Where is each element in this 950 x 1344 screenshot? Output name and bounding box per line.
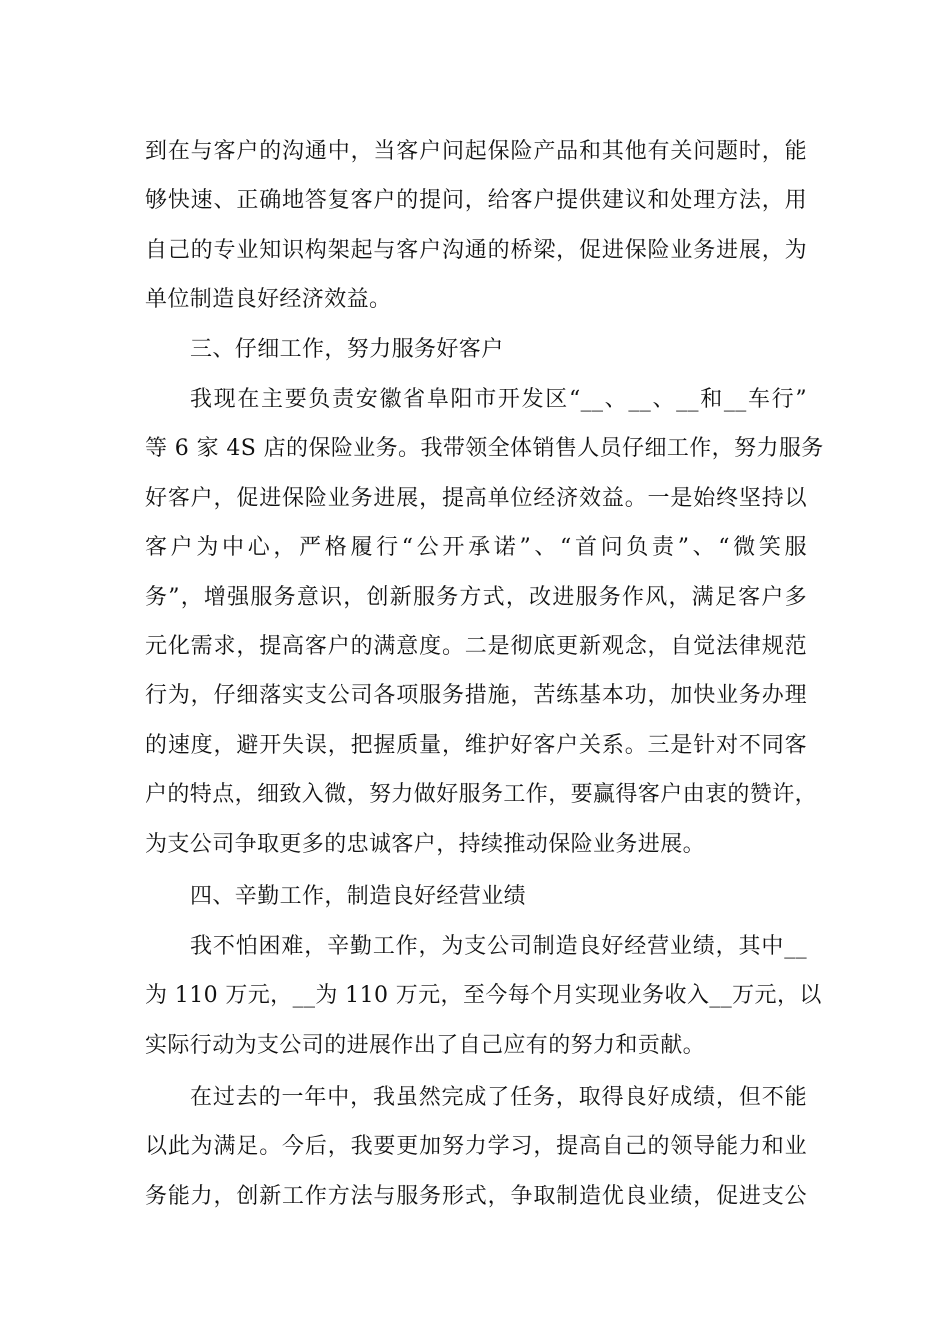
section-heading	[145, 872, 807, 921]
paragraph-line: 我不怕困难，辛勤工作，为支公司制造良好经营业绩，其中__	[190, 934, 807, 959]
paragraph-line: 自己的专业知识构架起与客户沟通的桥梁，促进保险业务进展，为	[145, 237, 807, 263]
paragraph-line: 务”，增强服务意识，创新服务方式，改进服务作风，满足客户多	[145, 584, 807, 610]
paragraph-line: 等 6 家 4S 店的保险业务。我带领全体销售人员仔细工作，努力服务	[145, 436, 824, 462]
paragraph-line: 以此为满足。今后，我要更加努力学习，提高自己的领导能力和业	[145, 1134, 807, 1160]
section-heading-text: 四、辛勤工作，制造良好经营业绩	[190, 884, 527, 909]
paragraph-line: 为支公司争取更多的忠诚客户，持续推动保险业务进展。	[145, 831, 706, 857]
paragraph-line: 的速度，避开失误，把握质量，维护好客户关系。三是针对不同客	[145, 732, 807, 758]
paragraph-line: 单位制造良好经济效益。	[145, 287, 392, 313]
section-heading	[145, 325, 807, 374]
paragraph-line: 实际行动为支公司的进展作出了自己应有的努力和贡献。	[145, 1032, 706, 1058]
body-paragraph	[145, 1073, 807, 1221]
body-paragraph	[145, 127, 807, 325]
paragraph-line: 元化需求，提高客户的满意度。二是彻底更新观念，自觉法律规范	[145, 633, 807, 659]
paragraph-line: 务能力，创新工作方法与服务形式，争取制造优良业绩，促进支公	[145, 1183, 807, 1209]
paragraph-line: 到在与客户的沟通中，当客户问起保险产品和其他有关问题时，能	[145, 139, 807, 164]
paragraph-line: 够快速、正确地答复客户的提问，给客户提供建议和处理方法，用	[145, 188, 807, 214]
section-heading-text: 三、仔细工作，努力服务好客户	[190, 337, 504, 362]
paragraph-line: 我现在主要负责安徽省阜阳市开发区“__、__、__和__车行”	[190, 387, 807, 412]
paragraph-line: 好客户，促进保险业务进展，提高单位经济效益。一是始终坚持以	[145, 485, 807, 511]
paragraph-line: 在过去的一年中，我虽然完成了任务，取得良好成绩，但不能	[190, 1085, 807, 1110]
body-paragraph	[145, 375, 824, 869]
paragraph-line: 客户为中心，严格履行“公开承诺”、“首问负责”、“微笑服	[145, 535, 807, 561]
paragraph-line: 户的特点，细致入微，努力做好服务工作，要赢得客户由衷的赞许，	[145, 782, 818, 808]
body-paragraph	[145, 922, 822, 1070]
paragraph-line: 为 110 万元，__为 110 万元，至今每个月实现业务收入__万元，以	[145, 983, 822, 1009]
paragraph-line: 行为，仔细落实支公司各项服务措施，苦练基本功，加快业务办理	[145, 683, 807, 709]
